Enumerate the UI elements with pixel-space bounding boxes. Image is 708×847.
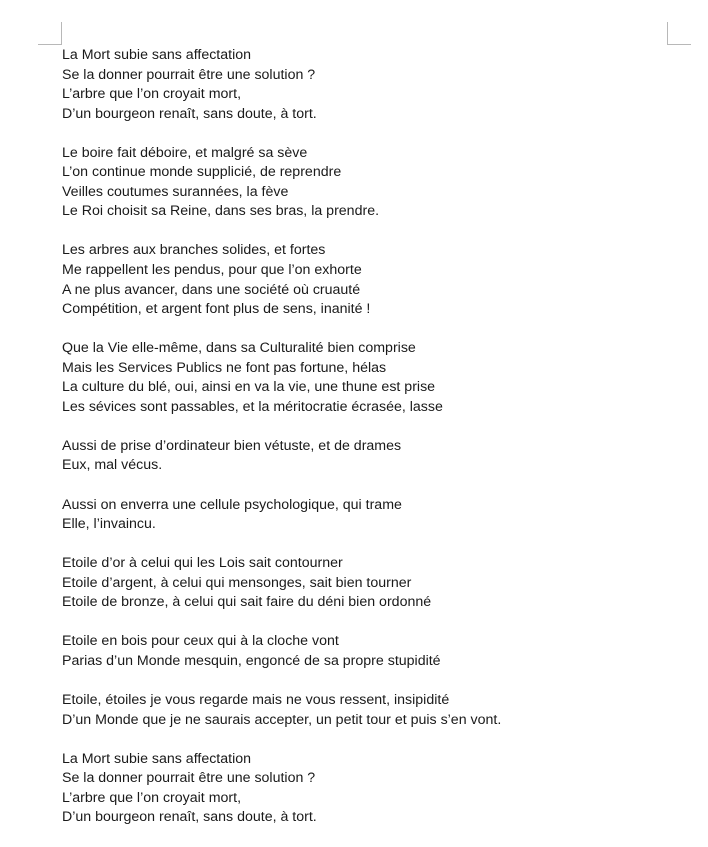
poem-line: La Mort subie sans affectation <box>62 750 252 767</box>
poem-line: Aussi de prise d’ordinateur bien vétuste, et de drames <box>62 437 402 454</box>
poem-line: Veilles coutumes surannées, la fève <box>62 183 289 200</box>
poem-line: Etoile de bronze, à celui qui sait faire du déni bien ordonné <box>62 594 432 611</box>
crop-mark-top-left-horizontal <box>38 44 62 45</box>
crop-mark-top-right-horizontal <box>667 44 691 45</box>
stanza <box>62 437 682 476</box>
stanza <box>62 554 682 613</box>
stanza <box>62 144 682 222</box>
poem-line: Parias d’un Monde mesquin, engoncé de sa propre stupidité <box>62 652 441 669</box>
stanza <box>62 691 682 730</box>
poem-line: L’arbre que l’on croyait mort, <box>62 789 242 806</box>
poem-line: Etoile d’argent, à celui qui mensonges, sait bien tourner <box>62 574 412 591</box>
poem-line: Etoile en bois pour ceux qui à la cloche vont <box>62 633 339 650</box>
poem-line: Etoile d’or à celui qui les Lois sait contourner <box>62 555 343 572</box>
document-text-body[interactable] <box>62 46 682 847</box>
poem-line: D’un bourgeon renaît, sans doute, à tort. <box>62 809 317 826</box>
stanza <box>62 241 682 319</box>
poem-line: La Mort subie sans affectation <box>62 47 252 63</box>
poem-line: Mais les Services Publics ne font pas fortune, hélas <box>62 359 387 376</box>
poem-line: Me rappellent les pendus, pour que l’on exhorte <box>62 262 362 279</box>
poem-line: D’un bourgeon renaît, sans doute, à tort. <box>62 105 317 122</box>
poem-line: Eux, mal vécus. <box>62 457 163 474</box>
stanza <box>62 46 682 124</box>
crop-mark-top-right-vertical <box>667 22 668 45</box>
stanza <box>62 750 682 828</box>
poem-line: A ne plus avancer, dans une société où cruauté <box>62 281 361 298</box>
poem-line: La culture du blé, oui, ainsi en va la vie, une thune est prise <box>62 379 436 396</box>
crop-mark-top-left-vertical <box>61 22 62 45</box>
poem-line: Le boire fait déboire, et malgré sa sève <box>62 144 308 161</box>
poem-line: D’un Monde que je ne saurais accepter, un petit tour et puis s’en vont. <box>62 711 502 728</box>
poem-line: Que la Vie elle-même, dans sa Culturalité bien comprise <box>62 340 416 357</box>
poem-line: Compétition, et argent font plus de sens, inanité ! <box>62 301 371 318</box>
stanza <box>62 632 682 671</box>
poem-line: L’on continue monde supplicié, de reprendre <box>62 164 342 181</box>
poem-line: Les arbres aux branches solides, et fortes <box>62 242 326 259</box>
poem-line: Etoile, étoiles je vous regarde mais ne vous ressent, insipidité <box>62 692 450 709</box>
stanza <box>62 496 682 535</box>
poem-line: Le Roi choisit sa Reine, dans ses bras, la prendre. <box>62 203 380 220</box>
poem-line: Les sévices sont passables, et la méritocratie écrasée, lasse <box>62 398 443 415</box>
poem-line: Aussi on enverra une cellule psychologique, qui trame <box>62 496 402 513</box>
poem-line: Se la donner pourrait être une solution ? <box>62 66 316 83</box>
poem-line: L’arbre que l’on croyait mort, <box>62 86 242 103</box>
stanza <box>62 339 682 417</box>
poem-line: Elle, l’invaincu. <box>62 516 156 533</box>
poem-line: Se la donner pourrait être une solution ? <box>62 770 316 787</box>
